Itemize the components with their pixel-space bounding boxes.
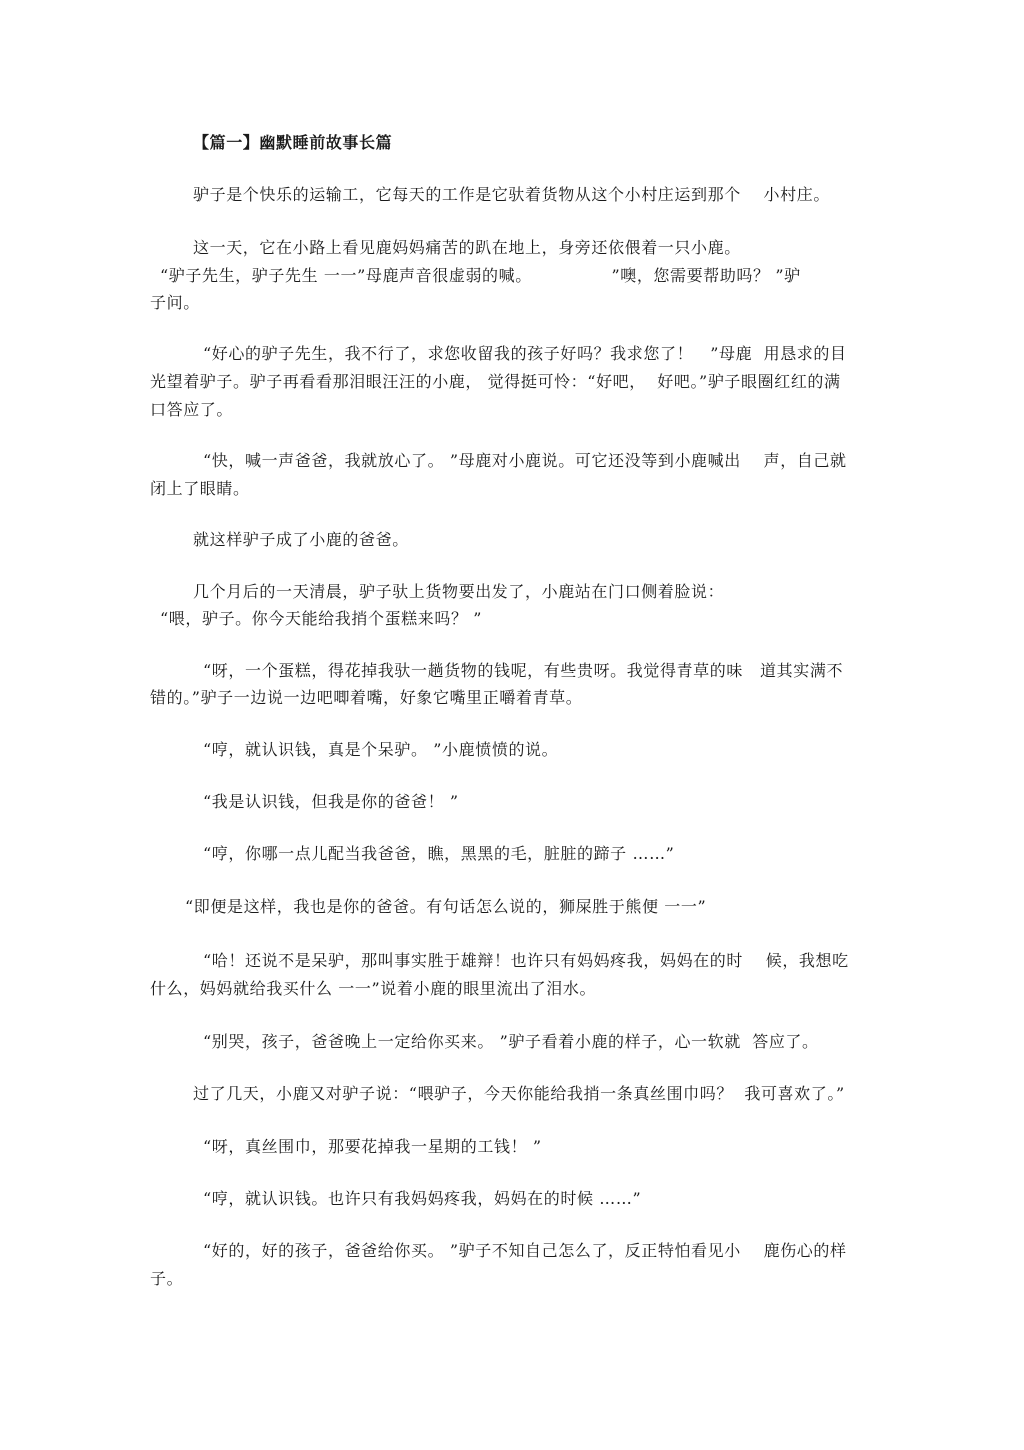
paragraph-line: “哼，你哪一点儿配当我爸爸，瞧，黑黑的毛，脏脏的蹄子 ……” <box>203 844 675 863</box>
paragraph-line: “我是认识钱，但我是你的爸爸！ ” <box>203 792 459 811</box>
paragraph-line: 过了几天，小鹿又对驴子说：“喂驴子，今天你能给我捎一条真丝围巾吗？ 我可喜欢了。” <box>193 1084 845 1103</box>
paragraph-line: 口答应了。 <box>150 400 234 419</box>
paragraph-line: 子。 <box>150 1269 184 1288</box>
paragraph-line: 闭上了眼睛。 <box>150 479 250 498</box>
paragraph-line: 什么，妈妈就给我买什么 一一”说着小鹿的眼里流出了泪水。 <box>150 979 597 998</box>
paragraph-line: 几个月后的一天清晨，驴子驮上货物要出发了，小鹿站在门口侧着脸说： <box>193 582 725 601</box>
paragraph-line: 子问。 <box>150 293 200 312</box>
paragraph-line: “快，喊一声爸爸，我就放心了。 ”母鹿对小鹿说。可它还没等到小鹿喊出 声，自己就 <box>203 451 847 470</box>
paragraph-line: 光望着驴子。驴子再看看那泪眼汪汪的小鹿， 觉得挺可怜：“好吧， 好吧。”驴子眼圈红红的满 <box>150 372 841 391</box>
document-title: 【篇一】幽默睡前故事长篇 <box>193 133 393 152</box>
paragraph-line: 这一天，它在小路上看见鹿妈妈痛苦的趴在地上，身旁还依偎着一只小鹿。 <box>193 238 741 257</box>
paragraph-line: “喂，驴子。你今天能给我捎个蛋糕来吗？ ” <box>160 609 483 628</box>
paragraph-line: “好心的驴子先生，我不行了，求您收留我的孩子好吗？我求您了！ ”母鹿 用恳求的目 <box>203 344 847 363</box>
paragraph-line: “呀，真丝围巾，那要花掉我一星期的工钱！ ” <box>203 1137 542 1156</box>
paragraph-line: “呀，一个蛋糕，得花掉我驮一趟货物的钱呢，有些贵呀。我觉得青草的味 道其实满不 <box>203 661 844 680</box>
paragraph-line: “好的，好的孩子，爸爸给你买。 ”驴子不知自己怎么了，反正特怕看见小 鹿伤心的样 <box>203 1241 847 1260</box>
paragraph-line: 错的。”驴子一边说一边吧唧着嘴，好象它嘴里正嚼着青草。 <box>150 688 583 707</box>
paragraph-line: “别哭，孩子，爸爸晚上一定给你买来。 ”驴子看着小鹿的样子，心一软就 答应了。 <box>203 1032 819 1051</box>
paragraph-line: “哈！还说不是呆驴，那叫事实胜于雄辩！也许只有妈妈疼我，妈妈在的时 候，我想吃 <box>203 951 849 970</box>
paragraph-line: “驴子先生，驴子先生 一一”母鹿声音很虚弱的喊。 ”噢，您需要帮助吗？ ”驴 <box>160 266 801 285</box>
paragraph-line: 驴子是个快乐的运输工，它每天的工作是它驮着货物从这个小村庄运到那个 小村庄。 <box>193 185 830 204</box>
paragraph-line: 就这样驴子成了小鹿的爸爸。 <box>193 530 409 549</box>
paragraph-line: “即便是这样，我也是你的爸爸。有句话怎么说的，狮屎胜于熊便 一一” <box>185 897 707 916</box>
paragraph-line: “哼，就认识钱，真是个呆驴。 ”小鹿愤愤的说。 <box>203 740 559 759</box>
paragraph-line: “哼，就认识钱。也许只有我妈妈疼我，妈妈在的时候 ……” <box>203 1189 642 1208</box>
